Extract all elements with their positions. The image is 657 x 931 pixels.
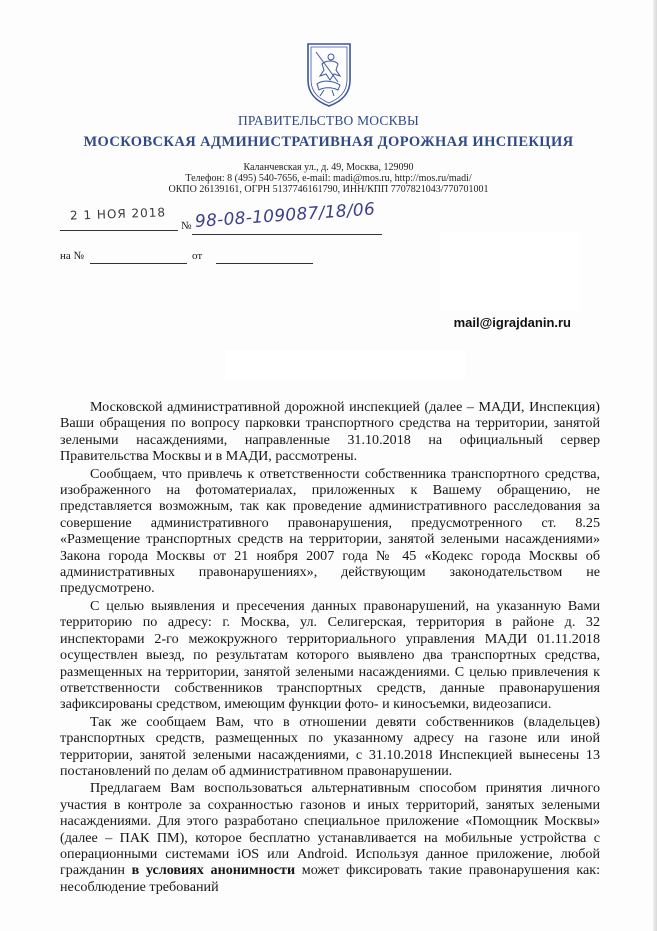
- reference-date-label: от: [192, 250, 203, 262]
- paragraph-2: Сообщаем, что привлечь к ответственности собственника транспортного средства, изображенного на фотоматериалах, приложенных к Вашему обращению, не представляется возможным, так как проведение административного расследования за совершение административного правонарушения, предусмотренного ст. 8.25 «Размещение транспортных средств на территории, занятой зелеными насаждениями» Закона города Москвы от 21 ноября 2007 года № 45 «Кодекс города Москвы об административных правонарушениях», действующим законодательством не предусмотрено.: [60, 465, 600, 597]
- number-label: №: [181, 220, 192, 232]
- government-title: ПРАВИТЕЛЬСТВО МОСКВЫ: [237, 113, 419, 128]
- scan-edge-shadow: [653, 0, 657, 931]
- redacted-salutation-block: [225, 350, 465, 380]
- paragraph-1: Московской административной дорожной инспекцией (далее – МАДИ, Инспекция) Ваши обращения по вопросу парковки транспортного средства на территории, занятой зелеными насаждениями, направленные 31.10.2018 на официальный сервер Правительства Москвы и в МАДИ, рассмотрены.: [60, 399, 600, 465]
- paragraph-5-bold: в условиях анонимности: [131, 862, 296, 879]
- date-underline: [60, 230, 178, 231]
- reference-date-underline: [216, 263, 313, 264]
- paragraph-5: [60, 780, 600, 895]
- reference-number-label: на №: [60, 250, 85, 262]
- date-stamp: 2 1 НОЯ 2018: [69, 205, 167, 223]
- organization-title: МОСКОВСКАЯ АДМИНИСТРАТИВНАЯ ДОРОЖНАЯ ИНСПЕКЦИЯ: [83, 134, 574, 150]
- contacts-line: Телефон: 8 (495) 540-7656, e-mail: madi@mos.ru, http://mos.ru/madi/: [185, 173, 472, 184]
- registry-line: ОКПО 26139161, ОГРН 5137746161790, ИНН/КПП 7707821043/770701001: [168, 184, 489, 195]
- address-line: Каланчевская ул., д. 49, Москва, 129090: [243, 162, 414, 173]
- paragraph-3: С целью выявления и пресечения данных правонарушений, на указанную Вами территорию по адресу: г. Москва, ул. Селигерская, территория в районе д. 32 инспекторами 2-го межокружного территориального управления МАДИ 01.11.2018 осуществлен выезд, по результатам которого выявлено два транспортных средства, размещенных на территории, занятой зелеными насаждениями. С целью привлечения к ответственности собственников транспортных средств, данные правонарушения зафиксированы средством, имеющим функции фото- и киносъемки, видеозаписи.: [60, 597, 600, 713]
- paragraph-5-start: Предлагаем Вам воспользоваться альтернативным способом принятия личного участия в контроле за сохранностью газонов и иных территорий, занятых зелеными насаждениями. Для этого разработано специальное приложение «Помощник Москвы» (далее – ПАК ПМ), которое бесплатно устанавливается на мобильные устройства с операционными системами iOS или Android. Используя данное приложение, любой гражданин: [60, 780, 600, 879]
- handwritten-outgoing-number: 98-08-109087/18/06: [194, 199, 376, 232]
- letter-body: [60, 399, 600, 895]
- recipient-email: mail@igrajdanin.ru: [453, 315, 571, 330]
- paragraph-4: Так же сообщаем Вам, что в отношении девяти собственников (владельцев) транспортных средств, размещенных по указанному адресу на газоне или иной территории, занятой зелеными насаждениями, с 31.10.2018 Инспекцией вынесены 13 постановлений по делам об административном правонарушении.: [60, 713, 600, 779]
- moscow-coat-of-arms-icon: [302, 40, 356, 108]
- redacted-recipient-block: [440, 232, 580, 310]
- reference-number-underline: [90, 263, 187, 264]
- paragraph-5-end: может фиксировать такие правонарушения как: несоблюдение требований: [60, 862, 601, 895]
- number-underline: [192, 234, 382, 235]
